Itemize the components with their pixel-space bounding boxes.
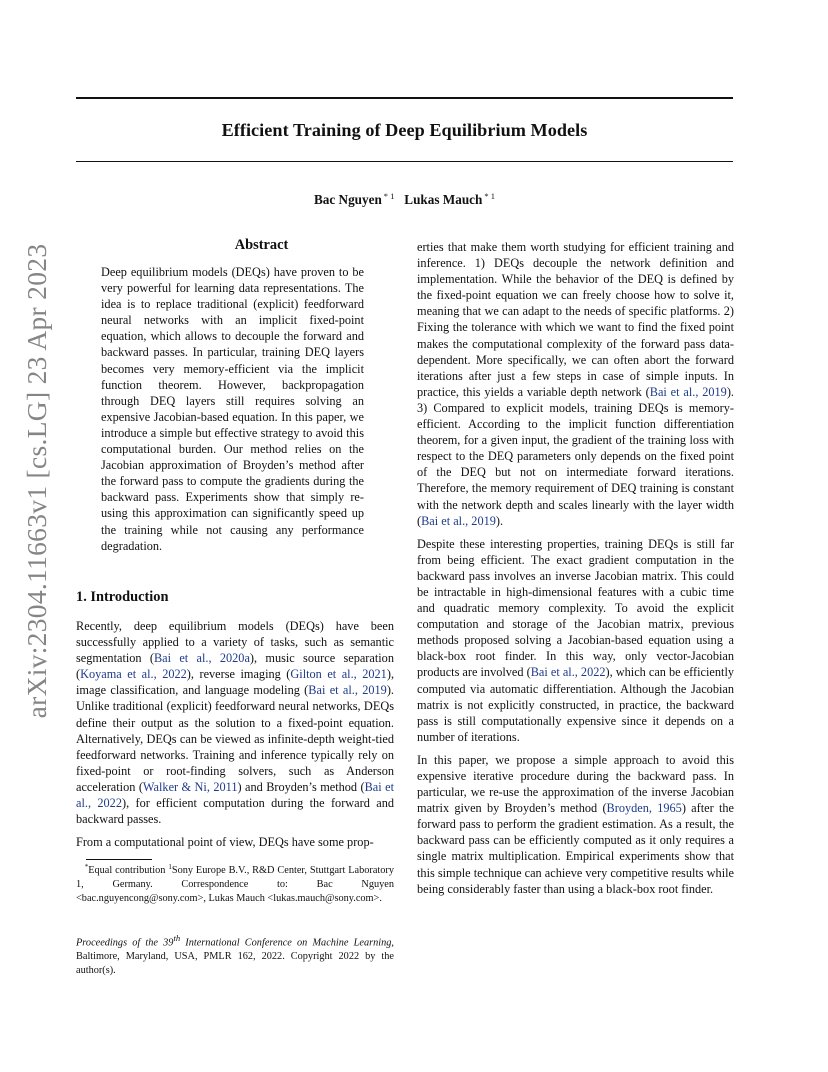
citation-link[interactable]: Bai et al., 2019 <box>649 384 727 399</box>
citation-link[interactable]: Gilton et al., 2021 <box>290 667 387 682</box>
author-affiliation-mark: * 1 <box>383 191 395 201</box>
citation-link[interactable]: Bai et al., 2019 <box>308 683 387 698</box>
left-column-body <box>76 618 394 857</box>
title-rule-top <box>76 97 733 99</box>
arxiv-identifier: arXiv:2304.11663v1 [cs.LG] 23 Apr 2023 <box>21 243 52 719</box>
paper-title: Efficient Training of Deep Equilibrium Models <box>221 120 588 140</box>
author-name: Lukas Mauch <box>404 192 483 207</box>
citation-link[interactable]: Koyama et al., 2022 <box>80 667 187 682</box>
paragraph-text: ), image classification, and language modeling ( <box>76 667 395 698</box>
citation-link[interactable]: Bai et al., 2020a <box>153 651 250 666</box>
paragraph-text: ), which can be efficiently computed via automatic differentiation. Although the Jacobian matrix is not explicitly constructed, in practice, the backward pass is still computationally expensive since it depends on a number of iterations. <box>417 665 735 744</box>
citation-link[interactable]: Bai et al., 2019 <box>421 513 496 528</box>
proceedings-venue: International Conference on Machine Learning <box>180 937 392 949</box>
footnote-mark: 1 <box>168 863 172 871</box>
author-affiliation-mark: * 1 <box>484 191 495 201</box>
footnote-rule <box>86 859 152 860</box>
abstract-heading: Abstract <box>234 237 289 253</box>
right-column-body <box>417 239 734 904</box>
citation-link[interactable]: Bai et al., 2022 <box>530 665 606 680</box>
paragraph-text: ), reverse imaging ( <box>186 667 291 682</box>
paragraph-text: ) and Broyden’s method ( <box>237 779 365 794</box>
abstract-body <box>101 264 364 561</box>
paragraph-text: erties that make them worth studying for efficient training and inference. 1) DEQs decouple the network definition and implementation. While the behavior of the DEQ is defined by the fixed-point equation we can freely choose how to solve it, meaning that we can adapt to the needs of specific platforms. 2) Fixing the tolerance with which we want to find the fixed point makes the computational complexity of the forward pass data-dependent. More specifically, we can often abort the forward iterations after just a few steps in case of simple inputs. In practice, this yields a variable depth network ( <box>417 240 734 399</box>
abstract-text: Deep equilibrium models (DEQs) have proven to be very powerful for learning data representations. The idea is to replace traditional (explicit) feedforward neural networks with an implicit fixed-point equation, which allows to decouple the forward and backward passes. In particular, training DEQ layers becomes very memory-efficient via the implicit function theorem. However, backpropagation through DEQ layers still requires solving an expensive Jacobian-based equation. In this paper, we introduce a simple but effective strategy to avoid this computational burden. Our method relies on the Jacobian approximation of Broyden’s method after the forward pass to compute the gradients during the backward pass. Experiments show that simply re-using this approximation can significantly speed up the training while not causing any performance degradation. <box>101 265 364 553</box>
paragraph-text: Despite these interesting properties, training DEQs is still far from being efficient. The exact gradient computation in the backward pass involves an inverse Jacobian matrix. This could be intractable in high-dimensional features with a cubic time and quadratic memory complexity. To avoid the explicit computation and storage of the Jacobian matrix, previous methods proposed solving a Jacobian-based equation using a black-box root finder. In this way, only vector-Jacobian products are involved ( <box>417 536 734 680</box>
intro-paragraph-4 <box>417 752 734 897</box>
intro-paragraph-2-continued <box>417 239 734 529</box>
proceedings-note <box>76 932 394 978</box>
author-list <box>76 191 733 208</box>
paragraph-text: ), music source separation ( <box>76 651 394 682</box>
citation-link[interactable]: Walker & Ni, 2011 <box>142 779 238 794</box>
arxiv-sidebar <box>21 243 52 719</box>
author-name: Bac Nguyen <box>314 192 382 207</box>
footnote-text: Sony Europe B.V., R&D Center, Stuttgart Laboratory 1, Germany. Correspondence to: Bac Nguyen <bac.nguyencong@sony.com>, Lukas Mauch <lukas.mauch@sony.com>. <box>76 865 394 904</box>
intro-paragraph-1 <box>76 618 394 827</box>
paragraph-text: Recently, deep equilibrium models (DEQs) have been successfully applied to a variety of tasks, such as semantic segmentation ( <box>76 619 394 666</box>
citation-link[interactable]: Broyden, 1965 <box>606 801 682 816</box>
footnote-mark: * <box>84 863 89 871</box>
intro-paragraph-2-start: From a computational point of view, DEQs have some prop- <box>76 835 374 850</box>
proceedings-venue: Proceedings of the 39 <box>76 937 174 949</box>
proceedings-ordinal: th <box>173 933 181 943</box>
paragraph-text: ). Unlike traditional (explicit) feedforward neural networks, DEQs define their output as the solution to a fixed-point equation. Alternatively, DEQs can be viewed as infinite-depth weight-tied feedforward networks. Training and inference typically rely on fixed-point or root-finding solvers, such as Anderson acceleration ( <box>76 683 394 794</box>
paragraph-text: ) after the forward pass to perform the gradient estimation. As a result, the backward pass can be efficiently computed as it only requires a single matrix multiplication. Empirical experiments show that this simple technique can achieve very competitive results while being considerably faster than using a black-box root finder. <box>417 801 734 896</box>
intro-paragraph-3 <box>417 536 734 745</box>
proceedings-text: , Baltimore, Maryland, USA, PMLR 162, 2022. Copyright 2022 by the author(s). <box>76 937 394 977</box>
footnote-text: Equal contribution <box>88 865 169 876</box>
paragraph-text: ), for efficient computation during the forward and backward passes. <box>76 796 394 827</box>
paragraph-text: ). <box>495 513 504 528</box>
citation-link[interactable]: Bai et al., 2022 <box>76 779 394 811</box>
paragraph-text: In this paper, we propose a simple approach to avoid this expensive iterative procedure during the backward pass. In particular, we re-use the approximation of the inverse Jacobian matrix given by Broyden’s method ( <box>417 752 734 816</box>
title-rule-bottom <box>76 161 733 162</box>
section-heading-introduction: 1. Introduction <box>76 589 169 605</box>
footnote <box>76 861 394 905</box>
paragraph-text: ). 3) Compared to explicit models, training DEQs is memory-efficient. According to the implicit function differentiation theorem, for a given input, the gradient of the training loss with respect to the DEQ parameters only depends on the fixed point of the DEQ but not on intermediate forward iterations. Therefore, the memory requirement of DEQ training is constant with the network depth and scales linearly with the layer width ( <box>417 384 734 528</box>
